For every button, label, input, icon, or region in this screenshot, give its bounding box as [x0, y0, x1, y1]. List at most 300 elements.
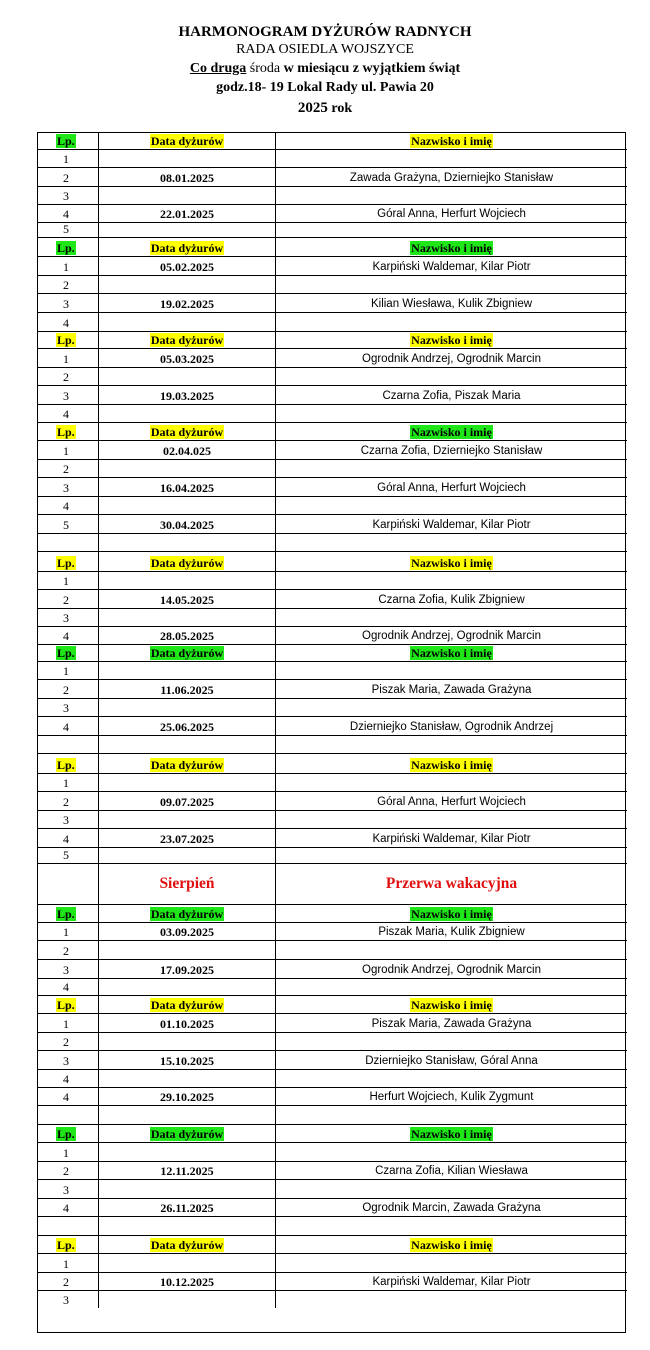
row-number: 1 [63, 925, 69, 939]
date-cell [99, 996, 276, 1013]
lp-cell [38, 1199, 99, 1216]
table-row [38, 1179, 627, 1198]
date-cell [99, 572, 276, 589]
councillor-names: Piszak Maria, Zawada Grażyna [371, 684, 532, 696]
name-cell [276, 386, 627, 404]
lp-cell [38, 627, 99, 644]
date-cell [99, 460, 276, 477]
councillor-names: Herfurt Wojciech, Kulik Zygmunt [369, 1091, 534, 1103]
column-header-row [38, 422, 627, 440]
date-cell [99, 1273, 276, 1290]
date-header: Data dyżurów [150, 907, 224, 921]
lp-cell [38, 294, 99, 312]
duty-date: 12.11.2025 [160, 1164, 214, 1178]
lp-cell [38, 1236, 99, 1253]
table-row [38, 404, 627, 422]
name-cell [276, 552, 627, 571]
name-cell [276, 645, 627, 661]
name-cell [276, 792, 627, 810]
table-row [38, 1161, 627, 1179]
lp-cell [38, 168, 99, 186]
lp-cell [38, 792, 99, 810]
lp-cell [38, 1051, 99, 1069]
frequency-day: środa [249, 61, 281, 76]
duty-date: 15.10.2025 [160, 1054, 214, 1068]
row-number: 4 [63, 629, 69, 643]
name-cell [276, 864, 627, 904]
councillor-names: Dzierniejko Stanisław, Ogrodnik Andrzej [349, 721, 554, 733]
lp-header: Lp. [57, 1238, 75, 1252]
year-number: 2025 [297, 100, 328, 116]
document-title: HARMONOGRAM DYŻURÓW RADNYCH [178, 24, 472, 40]
councillor-names: Góral Anna, Herfurt Wojciech [377, 796, 526, 808]
row-number: 4 [63, 720, 69, 734]
name-header: Nazwisko i imię [411, 425, 492, 439]
lp-cell [38, 590, 99, 608]
spacer-row [38, 533, 627, 551]
row-number: 4 [63, 499, 69, 513]
lp-cell [38, 811, 99, 828]
table-row [38, 514, 627, 533]
row-number: 1 [63, 260, 69, 274]
name-cell [276, 1273, 627, 1290]
councillor-names: Piszak Maria, Kulik Zbigniew [378, 926, 525, 938]
name-cell [276, 332, 627, 348]
row-number: 1 [63, 776, 69, 790]
councillor-names: Karpiński Waldemar, Kilar Piotr [372, 261, 531, 273]
name-cell [276, 905, 627, 922]
row-number: 3 [63, 963, 69, 977]
name-cell [276, 774, 627, 791]
lp-cell [38, 534, 99, 551]
date-cell [99, 1217, 276, 1235]
row-number: 5 [63, 848, 69, 862]
name-cell [276, 1051, 627, 1069]
name-cell [276, 276, 627, 293]
councillor-names: Ogrodnik Andrzej, Ogrodnik Marcin [362, 630, 541, 642]
date-cell [99, 1051, 276, 1069]
lp-cell [38, 941, 99, 959]
lp-cell [38, 1273, 99, 1290]
date-cell [99, 515, 276, 533]
name-cell [276, 811, 627, 828]
row-number: 4 [63, 1090, 69, 1104]
date-cell [99, 478, 276, 496]
table-row [38, 348, 627, 367]
lp-cell [38, 405, 99, 422]
table-row [38, 1253, 627, 1272]
name-cell [276, 848, 627, 863]
name-cell [276, 238, 627, 256]
date-cell [99, 1143, 276, 1161]
table-row [38, 496, 627, 514]
row-number: 2 [63, 593, 69, 607]
lp-cell [38, 864, 99, 904]
date-cell [99, 1070, 276, 1087]
lp-cell [38, 1180, 99, 1198]
name-cell [276, 736, 627, 753]
lp-cell [38, 276, 99, 293]
table-row [38, 477, 627, 496]
name-cell [276, 979, 627, 995]
lp-header: Lp. [57, 907, 75, 921]
lp-cell [38, 460, 99, 477]
name-cell [276, 1254, 627, 1272]
date-cell [99, 627, 276, 644]
lp-cell [38, 572, 99, 589]
name-cell [276, 187, 627, 204]
date-header: Data dyżurów [150, 646, 224, 660]
row-number: 3 [63, 297, 69, 311]
duty-date: 05.03.2025 [160, 352, 214, 366]
date-cell [99, 792, 276, 810]
lp-cell [38, 609, 99, 626]
lp-cell [38, 1125, 99, 1142]
lp-header: Lp. [57, 1127, 75, 1141]
lp-cell [38, 996, 99, 1013]
column-header-row [38, 1235, 627, 1253]
date-cell [99, 552, 276, 571]
lp-cell [38, 150, 99, 167]
table-row [38, 459, 627, 477]
name-cell [276, 1236, 627, 1253]
date-cell [99, 405, 276, 422]
year-word: rok [327, 101, 353, 116]
name-cell [276, 662, 627, 679]
lp-cell [38, 223, 99, 237]
name-cell [276, 423, 627, 440]
date-cell [99, 534, 276, 551]
date-cell [99, 1033, 276, 1050]
row-number: 4 [63, 1072, 69, 1086]
date-cell [99, 905, 276, 922]
councillor-names: Czarna Zofia, Kulik Zbigniew [378, 594, 525, 606]
row-number: 4 [63, 407, 69, 421]
table-row [38, 661, 627, 679]
duty-date: 16.04.2025 [160, 481, 214, 495]
lp-cell [38, 515, 99, 533]
name-cell [276, 1217, 627, 1235]
name-cell [276, 478, 627, 496]
lp-cell [38, 829, 99, 847]
date-header: Data dyżurów [150, 556, 224, 570]
date-cell [99, 699, 276, 716]
name-cell [276, 1162, 627, 1179]
table-row [38, 791, 627, 810]
council-name: RADA OSIEDLA WOJSZYCE [236, 42, 414, 57]
row-number: 3 [63, 611, 69, 625]
duty-schedule-table [37, 132, 626, 1333]
duty-date: 11.06.2025 [160, 683, 214, 697]
date-cell [99, 276, 276, 293]
name-cell [276, 717, 627, 735]
name-cell [276, 1143, 627, 1161]
lp-header: Lp. [57, 556, 75, 570]
column-header-row [38, 237, 627, 256]
row-number: 2 [63, 1035, 69, 1049]
table-row [38, 149, 627, 167]
table-row [38, 940, 627, 959]
spacer-row [38, 1216, 627, 1235]
date-cell [99, 1088, 276, 1105]
date-cell [99, 497, 276, 514]
name-cell [276, 1180, 627, 1198]
row-number: 4 [63, 207, 69, 221]
row-number: 4 [63, 832, 69, 846]
duty-date: 23.07.2025 [160, 832, 214, 846]
date-cell [99, 754, 276, 773]
duty-date: 29.10.2025 [160, 1090, 214, 1104]
table-row [38, 167, 627, 186]
date-cell [99, 238, 276, 256]
name-cell [276, 572, 627, 589]
lp-cell [38, 1014, 99, 1032]
table-row [38, 571, 627, 589]
name-header: Nazwisko i imię [411, 758, 492, 772]
row-number: 1 [63, 1146, 69, 1160]
date-cell [99, 150, 276, 167]
name-header: Nazwisko i imię [411, 1238, 492, 1252]
lp-cell [38, 960, 99, 978]
column-header-row [38, 133, 627, 149]
duty-date: 10.12.2025 [160, 1275, 214, 1289]
name-header: Nazwisko i imię [411, 646, 492, 660]
name-cell [276, 1291, 627, 1308]
row-number: 1 [63, 664, 69, 678]
lp-cell [38, 923, 99, 940]
name-cell [276, 168, 627, 186]
column-header-row [38, 904, 627, 922]
name-header: Nazwisko i imię [411, 556, 492, 570]
lp-cell [38, 1254, 99, 1272]
lp-cell [38, 905, 99, 922]
row-number: 1 [63, 1017, 69, 1031]
name-cell [276, 941, 627, 959]
councillor-names: Karpiński Waldemar, Kilar Piotr [372, 833, 531, 845]
date-cell [99, 848, 276, 863]
frequency-rest: w miesiącu z wyjątkiem świąt [280, 61, 461, 76]
row-number: 1 [63, 1257, 69, 1271]
lp-cell [38, 1143, 99, 1161]
name-cell [276, 960, 627, 978]
date-cell [99, 223, 276, 237]
date-cell [99, 133, 276, 149]
lp-cell [38, 1033, 99, 1050]
lp-cell [38, 736, 99, 753]
date-header: Data dyżurów [150, 1127, 224, 1141]
lp-cell [38, 478, 99, 496]
councillor-names: Czarna Zofia, Piszak Maria [382, 390, 521, 402]
name-cell [276, 590, 627, 608]
table-row [38, 186, 627, 204]
duty-date: 25.06.2025 [160, 720, 214, 734]
date-cell [99, 1180, 276, 1198]
row-number: 2 [63, 1164, 69, 1178]
name-cell [276, 1033, 627, 1050]
table-row [38, 1069, 627, 1087]
table-row [38, 367, 627, 385]
duty-date: 03.09.2025 [160, 925, 214, 939]
table-row [38, 608, 627, 626]
lp-header: Lp. [57, 425, 75, 439]
date-cell [99, 717, 276, 735]
councillor-names: Góral Anna, Herfurt Wojciech [377, 208, 526, 220]
row-number: 4 [63, 316, 69, 330]
column-header-row [38, 753, 627, 773]
lp-header: Lp. [57, 998, 75, 1012]
name-cell [276, 497, 627, 514]
date-cell [99, 423, 276, 440]
hours-location: godz.18- 19 Lokal Rady ul. Pawia 20 [216, 80, 434, 95]
date-cell [99, 187, 276, 204]
name-cell [276, 754, 627, 773]
date-cell [99, 205, 276, 222]
name-cell [276, 460, 627, 477]
date-cell [99, 864, 276, 904]
lp-cell [38, 1106, 99, 1124]
name-cell [276, 313, 627, 331]
name-cell [276, 996, 627, 1013]
table-row [38, 589, 627, 608]
date-cell [99, 441, 276, 459]
row-number: 3 [63, 389, 69, 403]
date-cell [99, 590, 276, 608]
row-number: 2 [63, 462, 69, 476]
column-header-row [38, 551, 627, 571]
date-cell [99, 662, 276, 679]
table-row [38, 256, 627, 275]
row-number: 4 [63, 980, 69, 994]
lp-cell [38, 441, 99, 459]
row-number: 1 [63, 444, 69, 458]
row-number: 1 [63, 152, 69, 166]
councillor-names: Dzierniejko Stanisław, Góral Anna [365, 1055, 538, 1067]
date-cell [99, 1236, 276, 1253]
lp-header: Lp. [57, 758, 75, 772]
spacer-row [38, 735, 627, 753]
duty-date: 01.10.2025 [160, 1017, 214, 1031]
table-row [38, 698, 627, 716]
date-cell [99, 1162, 276, 1179]
date-cell [99, 294, 276, 312]
holiday-break-label: Przerwa wakacyjna [385, 874, 518, 892]
date-cell [99, 1125, 276, 1142]
table-row [38, 1272, 627, 1290]
councillor-names: Czarna Zofia, Dzierniejko Stanisław [360, 445, 543, 457]
lp-cell [38, 662, 99, 679]
name-cell [276, 405, 627, 422]
name-cell [276, 534, 627, 551]
lp-cell [38, 979, 99, 995]
date-header: Data dyżurów [150, 758, 224, 772]
row-number: 1 [63, 352, 69, 366]
lp-cell [38, 1291, 99, 1308]
table-row [38, 679, 627, 698]
date-cell [99, 1106, 276, 1124]
name-header: Nazwisko i imię [411, 134, 492, 148]
row-number: 3 [63, 481, 69, 495]
table-row [38, 1032, 627, 1050]
lp-cell [38, 386, 99, 404]
frequency-line [0, 61, 650, 77]
frequency-emphasis: Co druga [189, 61, 247, 76]
lp-cell [38, 368, 99, 385]
date-cell [99, 332, 276, 348]
date-header: Data dyżurów [150, 333, 224, 347]
date-header: Data dyżurów [150, 425, 224, 439]
row-number: 2 [63, 171, 69, 185]
councillor-names: Czarna Zofia, Kilian Wiesława [375, 1165, 528, 1177]
name-cell [276, 1106, 627, 1124]
lp-cell [38, 848, 99, 863]
name-cell [276, 1088, 627, 1105]
lp-header: Lp. [57, 646, 75, 660]
year-line [0, 100, 650, 117]
date-header: Data dyżurów [150, 241, 224, 255]
lp-header: Lp. [57, 333, 75, 347]
lp-cell [38, 133, 99, 149]
lp-cell [38, 1162, 99, 1179]
table-row [38, 440, 627, 459]
duty-date: 19.03.2025 [160, 389, 214, 403]
table-row [38, 626, 627, 644]
table-row [38, 312, 627, 331]
name-cell [276, 627, 627, 644]
date-cell [99, 645, 276, 661]
duty-date: 17.09.2025 [160, 963, 214, 977]
lp-cell [38, 313, 99, 331]
date-cell [99, 774, 276, 791]
lp-cell [38, 1070, 99, 1087]
table-row [38, 204, 627, 222]
date-cell [99, 609, 276, 626]
table-row [38, 810, 627, 828]
councillor-names: Karpiński Waldemar, Kilar Piotr [372, 519, 531, 531]
name-cell [276, 1014, 627, 1032]
row-number: 3 [63, 189, 69, 203]
name-cell [276, 1125, 627, 1142]
table-row [38, 1050, 627, 1069]
row-number: 5 [63, 518, 69, 532]
lp-cell [38, 552, 99, 571]
table-row [38, 828, 627, 847]
lp-cell [38, 332, 99, 348]
councillor-names: Ogrodnik Andrzej, Ogrodnik Marcin [362, 353, 541, 365]
name-cell [276, 609, 627, 626]
row-number: 3 [63, 1183, 69, 1197]
duty-date: 09.07.2025 [160, 795, 214, 809]
councillor-names: Góral Anna, Herfurt Wojciech [377, 482, 526, 494]
name-cell [276, 515, 627, 533]
date-cell [99, 736, 276, 753]
date-cell [99, 1199, 276, 1216]
row-number: 2 [63, 795, 69, 809]
table-row [38, 293, 627, 312]
row-number: 2 [63, 370, 69, 384]
row-number: 2 [63, 1275, 69, 1289]
date-header: Data dyżurów [150, 998, 224, 1012]
table-row [38, 773, 627, 791]
row-number: 3 [63, 1293, 69, 1307]
duty-date: 19.02.2025 [160, 297, 214, 311]
lp-cell [38, 754, 99, 773]
table-row [38, 1087, 627, 1105]
name-cell [276, 133, 627, 149]
table-row [38, 978, 627, 995]
table-row [38, 385, 627, 404]
name-header: Nazwisko i imię [411, 998, 492, 1012]
column-header-row [38, 1124, 627, 1142]
